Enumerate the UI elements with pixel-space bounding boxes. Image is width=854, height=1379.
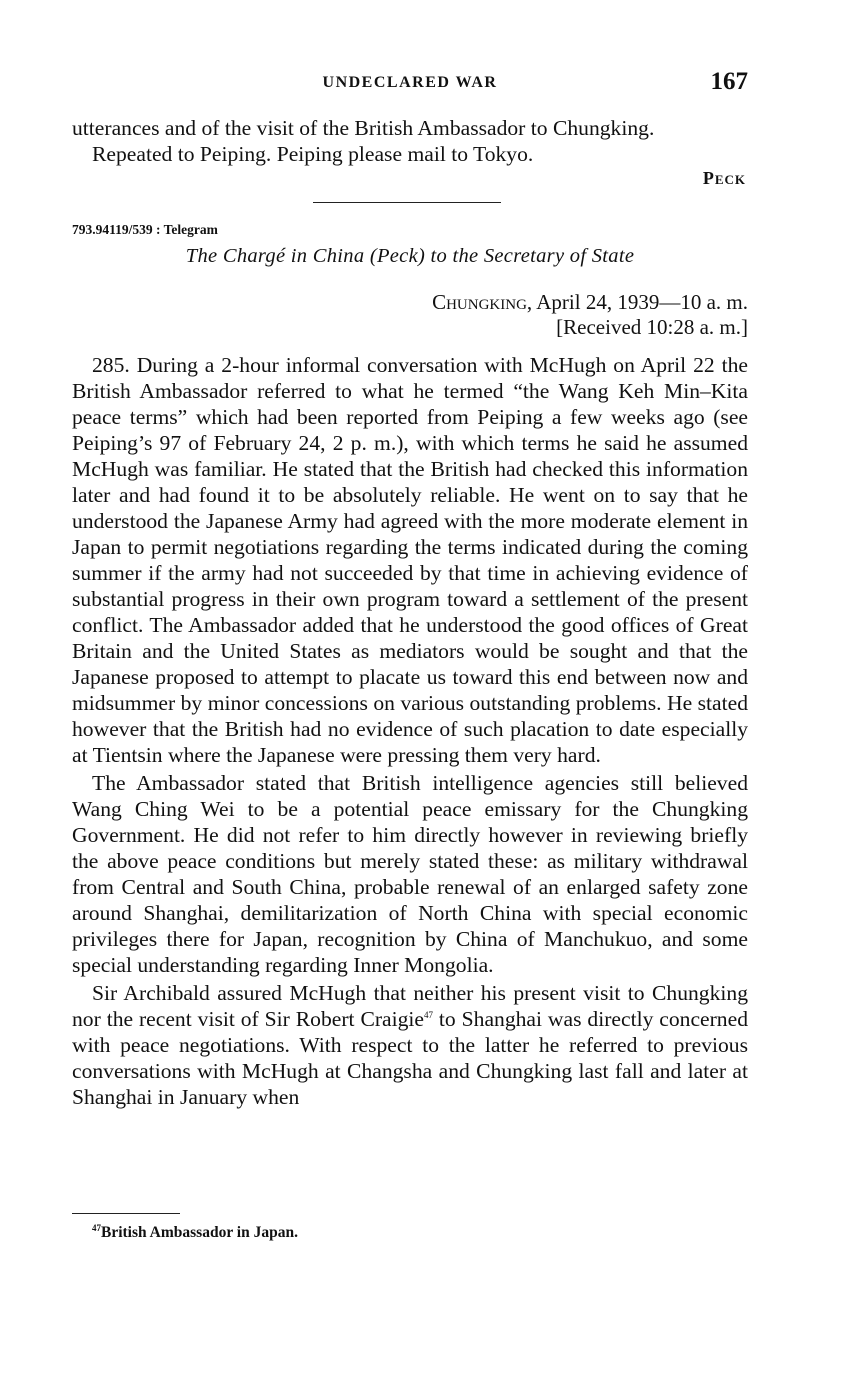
- continued-text: [72, 115, 748, 167]
- paragraph-2: The Ambassador stated that British intelligence agencies still believed Wang Ching Wei to be a potential peace emissary for the Chungking Government. He did not refer to him directly however in reviewing briefly the above peace conditions but merely stated these: as military withdrawal from Central and South China, probable renewal of an enlarged safety zone around Shanghai, demilitarization of North China with special economic privileges there for Japan, recognition by China of Manchukuo, and some special understanding regarding Inner Mongolia.: [72, 771, 748, 977]
- page-header: [72, 70, 748, 102]
- file-reference: 793.94119/539 : Telegram: [72, 222, 218, 237]
- footnote-text: British Ambassador in Japan.: [101, 1224, 298, 1241]
- dateline-date: April 24, 1939—10 a. m.: [532, 290, 748, 314]
- footnote-number: 47: [92, 1222, 101, 1233]
- dateline-place: Chungking,: [432, 290, 533, 314]
- paragraph-1: 285. During a 2-hour informal conversation with McHugh on April 22 the British Ambassador referred to what he termed “the Wang Keh Min–Kita peace terms” which had been reported from Peiping a few weeks ago (see Peiping’s 97 of February 24, 2 p. m.), with which terms he said he assumed McHugh was familiar. He stated that the British had checked this information later and had found it to be absolutely reliable. He went on to say that he understood the Japanese Army had agreed with the more moderate element in Japan to permit negotiations regarding the terms indicated during the coming summer if the army had not succeeded by that time in achieving evidence of substantial progress in their own program toward a settlement of the present conflict. The Ambassador added that he understood the good offices of Great Britain and the United States as mediators would be sought and that the Japanese proposed to attempt to placate us toward this end between now and midsummer by minor concessions on various outstanding problems. He stated however that the British had no evidence of such placation to date especially at Tientsin where the Japanese were pressing them very hard.: [72, 353, 748, 767]
- received-line: [Received 10:28 a. m.]: [556, 315, 748, 339]
- section-divider: [313, 202, 501, 203]
- running-title: UNDECLARED WAR: [322, 74, 498, 91]
- footnote-marker[interactable]: 47: [424, 1009, 434, 1020]
- signature: Peck: [702, 168, 746, 188]
- dateline-line: [432, 290, 748, 315]
- dateline: [432, 290, 748, 340]
- paragraph-3: [72, 980, 748, 1110]
- footnote: [92, 1224, 298, 1242]
- page-number: 167: [710, 68, 748, 95]
- telegram-body: [72, 352, 748, 1112]
- footnote-rule: [72, 1213, 180, 1214]
- paragraph-3-before: Sir Archibald assured McHugh that neither his present visit to Chungking nor the recent visit of Sir Robert Craigie: [72, 981, 748, 1031]
- repeated-line: Repeated to Peiping. Peiping please mail to Tokyo.: [92, 142, 534, 166]
- continued-line: utterances and of the visit of the British Ambassador to Chungking.: [72, 116, 655, 140]
- document-title: The Chargé in China (Peck) to the Secretary of State: [185, 245, 635, 267]
- paragraph-3-after: to Shanghai was directly concerned with peace negotiations. With respect to the latter he referred to previous conversations with McHugh at Changsha and Chungking last fall and later at Shanghai in January when: [72, 1007, 748, 1109]
